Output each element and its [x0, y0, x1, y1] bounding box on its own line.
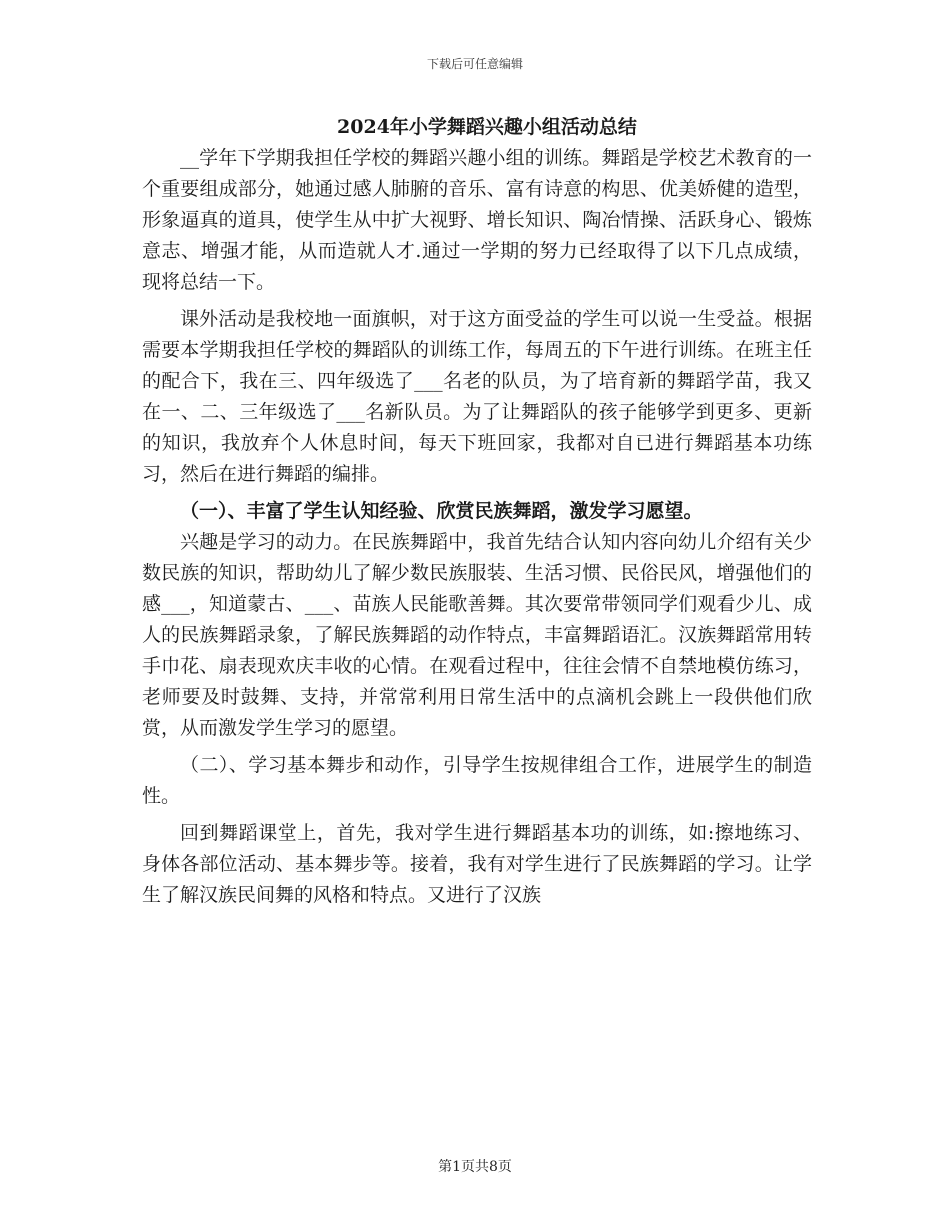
- paragraph-classroom: 回到舞蹈课堂上，首先，我对学生进行舞蹈基本功的训练，如:擦地练习、身体各部位活动、基本舞步等。接着，我有对学生进行了民族舞蹈的学习。让学生了解汉族民间舞的风格和特点。又进行了汉族: [142, 822, 812, 906]
- paragraph-intro: __学年下学期我担任学校的舞蹈兴趣小组的训练。舞蹈是学校艺术教育的一个重要组成部分，她通过感人肺腑的音乐、富有诗意的构思、优美娇健的造型，形象逼真的道具，使学生从中扩大视野、增长知识、陶冶情操、活跃身心、锻炼意志、增强才能，从而造就人才.通过一学期的努力已经取得了以下几点成绩，现将总结一下。: [142, 147, 812, 293]
- section-heading-1: （一）、丰富了学生认知经验、欣赏民族舞蹈，激发学习愿望。: [180, 500, 703, 522]
- document-body: [142, 112, 812, 911]
- header-note: 下载后可任意编辑: [426, 57, 523, 71]
- document-title: 2024年小学舞蹈兴趣小组活动总结: [337, 116, 637, 138]
- paragraph-interest: 兴趣是学习的动力。在民族舞蹈中，我首先结合认知内容向幼儿介绍有关少数民族的知识，帮助幼儿了解少数民族服装、生活习惯、民俗民风，增强他们的感___，知道蒙古、___、苗族人民能歌善舞。其次要常带领同学们观看少儿、成人的民族舞蹈录象，了解民族舞蹈的动作特点，丰富舞蹈语汇。汉族舞蹈常用转手巾花、扇表现欢庆丰收的心情。在观看过程中，往往会情不自禁地模仿练习，老师要及时鼓舞、支持，并常常利用日常生活中的点滴机会跳上一段供他们欣赏，从而激发学生学习的愿望。: [142, 531, 812, 739]
- page-footer: 第1页共8页: [438, 1159, 512, 1175]
- paragraph-activities: 课外活动是我校地一面旗帜，对于这方面受益的学生可以说一生受益。根据需要本学期我担任学校的舞蹈队的训练工作，每周五的下午进行训练。在班主任的配合下，我在三、四年级选了___名老的队员，为了培育新的舞蹈学苗，我又在一、二、三年级选了___名新队员。为了让舞蹈队的孩子能够学到更多、更新的知识，我放弃个人休息时间，每天下班回家，我都对自已进行舞蹈基本功练习，然后在进行舞蹈的编排。: [142, 308, 812, 485]
- section-heading-2: （二）、学习基本舞步和动作，引导学生按规律组合工作，进展学生的制造性。: [142, 754, 812, 807]
